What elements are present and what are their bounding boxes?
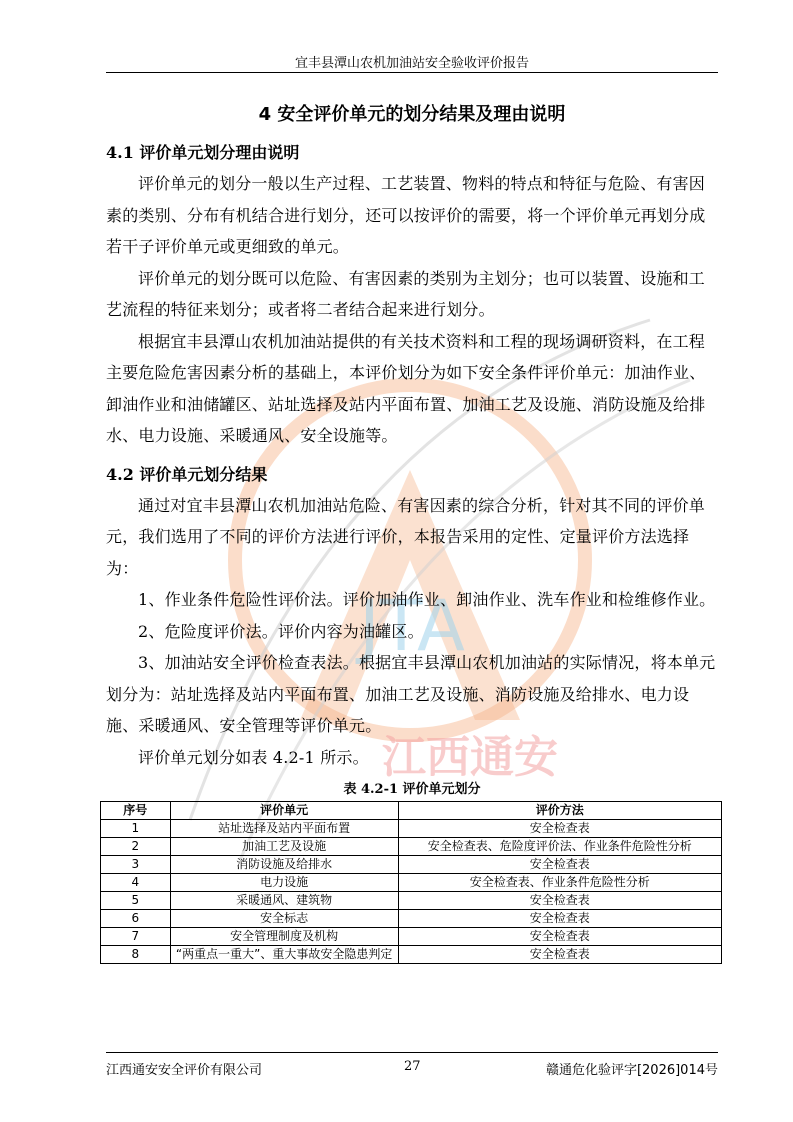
page-header: 宜丰县潭山农机加油站安全验收评价报告 (294, 56, 529, 71)
cell-index: 3 (101, 856, 171, 874)
paragraph: 评价单元的划分一般以生产过程、工艺装置、物料的特点和特征与危险、有害因素的类别、分布有机结合进行划分，还可以按评价的需要，将一个评价单元再划分成若干子评价单元或更细致的单元。 (106, 174, 706, 256)
footer-company: 江西通安安全评价有限公司 (106, 1063, 263, 1078)
cell-method: 安全检查表、作业条件危险性分析 (398, 874, 721, 892)
paragraph: 评价单元划分如表 4.2-1 所示。 (138, 747, 369, 767)
cell-method: 安全检查表 (398, 892, 721, 910)
cell-unit: 安全标志 (170, 910, 398, 928)
paragraph: 评价单元的划分既可以危险、有害因素的类别为主划分；也可以装置、设施和工艺流程的特征来划分；或者将二者结合起来进行划分。 (106, 268, 706, 319)
table-row (101, 838, 722, 856)
cell-method: 安全检查表 (398, 928, 721, 946)
table-row (101, 820, 722, 838)
cell-index: 6 (101, 910, 171, 928)
footer-doc-number: 赣通危化验评字[2026]014号 (545, 1063, 718, 1078)
evaluation-unit-table (100, 801, 722, 964)
table-row (101, 928, 722, 946)
chapter-title: 4 安全评价单元的划分结果及理由说明 (258, 104, 566, 125)
paragraph: 1、作业条件危险性评价法。评价加油作业、卸油作业、洗车作业和检维修作业。 (138, 590, 716, 609)
cell-method: 安全检查表 (398, 946, 721, 964)
cell-method: 安全检查表 (398, 910, 721, 928)
watermark-letters: JTA (359, 585, 465, 667)
table-caption: 表 4.2-1 评价单元划分 (343, 782, 481, 797)
cell-unit: 站址选择及站内平面布置 (170, 820, 398, 838)
cell-unit: 采暖通风、建筑物 (170, 892, 398, 910)
paragraph: 2、危险度评价法。评价内容为油罐区。 (138, 621, 424, 641)
cell-index: 8 (101, 946, 171, 964)
paragraph: 通过对宜丰县潭山农机加油站危险、有害因素的综合分析，针对其不同的评价单元，我们选用了不同的评价方法进行评价，本报告采用的定性、定量评价方法选择为： (106, 495, 706, 578)
cell-index: 2 (101, 838, 171, 856)
section-heading-4-1: 4.1 评价单元划分理由说明 (106, 143, 300, 162)
cell-index: 4 (101, 874, 171, 892)
cell-unit: 电力设施 (170, 874, 398, 892)
header-rule (106, 72, 718, 73)
page-number: 27 (404, 1059, 421, 1074)
paragraph: 根据宜丰县潭山农机加油站提供的有关技术资料和工程的现场调研资料，在工程主要危险危害因素分析的基础上，本评价划分为如下安全条件评价单元：加油作业、卸油作业和油储罐区、站址选择及站内平面布置、加油工艺及设施、消防设施及给排水、电力设施、采暖通风、安全设施等。 (106, 331, 706, 445)
paragraph: 3、加油站安全评价检查表法。根据宜丰县潭山农机加油站的实际情况，将本单元划分为：站址选择及站内平面布置、加油工艺及设施、消防设施及给排水、电力设施、采暖通风、安全管理等评价单元。 (106, 653, 716, 735)
header-method: 评价方法 (398, 802, 721, 820)
watermark-text: 江西通安 (382, 732, 558, 783)
header-index: 序号 (101, 802, 171, 820)
cell-index: 1 (101, 820, 171, 838)
footer-rule (106, 1052, 718, 1053)
cell-unit: 安全管理制度及机构 (170, 928, 398, 946)
table-row (101, 892, 722, 910)
table-header-row (101, 802, 722, 820)
cell-method: 安全检查表 (398, 856, 721, 874)
cell-method: 安全检查表 (398, 820, 721, 838)
table-row (101, 856, 722, 874)
cell-index: 5 (101, 892, 171, 910)
cell-unit: 加油工艺及设施 (170, 838, 398, 856)
page-content (106, 100, 718, 964)
cell-unit: “两重点一重大”、重大事故安全隐患判定 (170, 946, 398, 964)
cell-index: 7 (101, 928, 171, 946)
table-row (101, 910, 722, 928)
table-row (101, 946, 722, 964)
cell-method: 安全检查表、危险度评价法、作业条件危险性分析 (398, 838, 721, 856)
cell-unit: 消防设施及给排水 (170, 856, 398, 874)
header-unit: 评价单元 (170, 802, 398, 820)
section-heading-4-2: 4.2 评价单元划分结果 (106, 464, 268, 484)
page-footer (106, 1059, 718, 1077)
table-row (101, 874, 722, 892)
